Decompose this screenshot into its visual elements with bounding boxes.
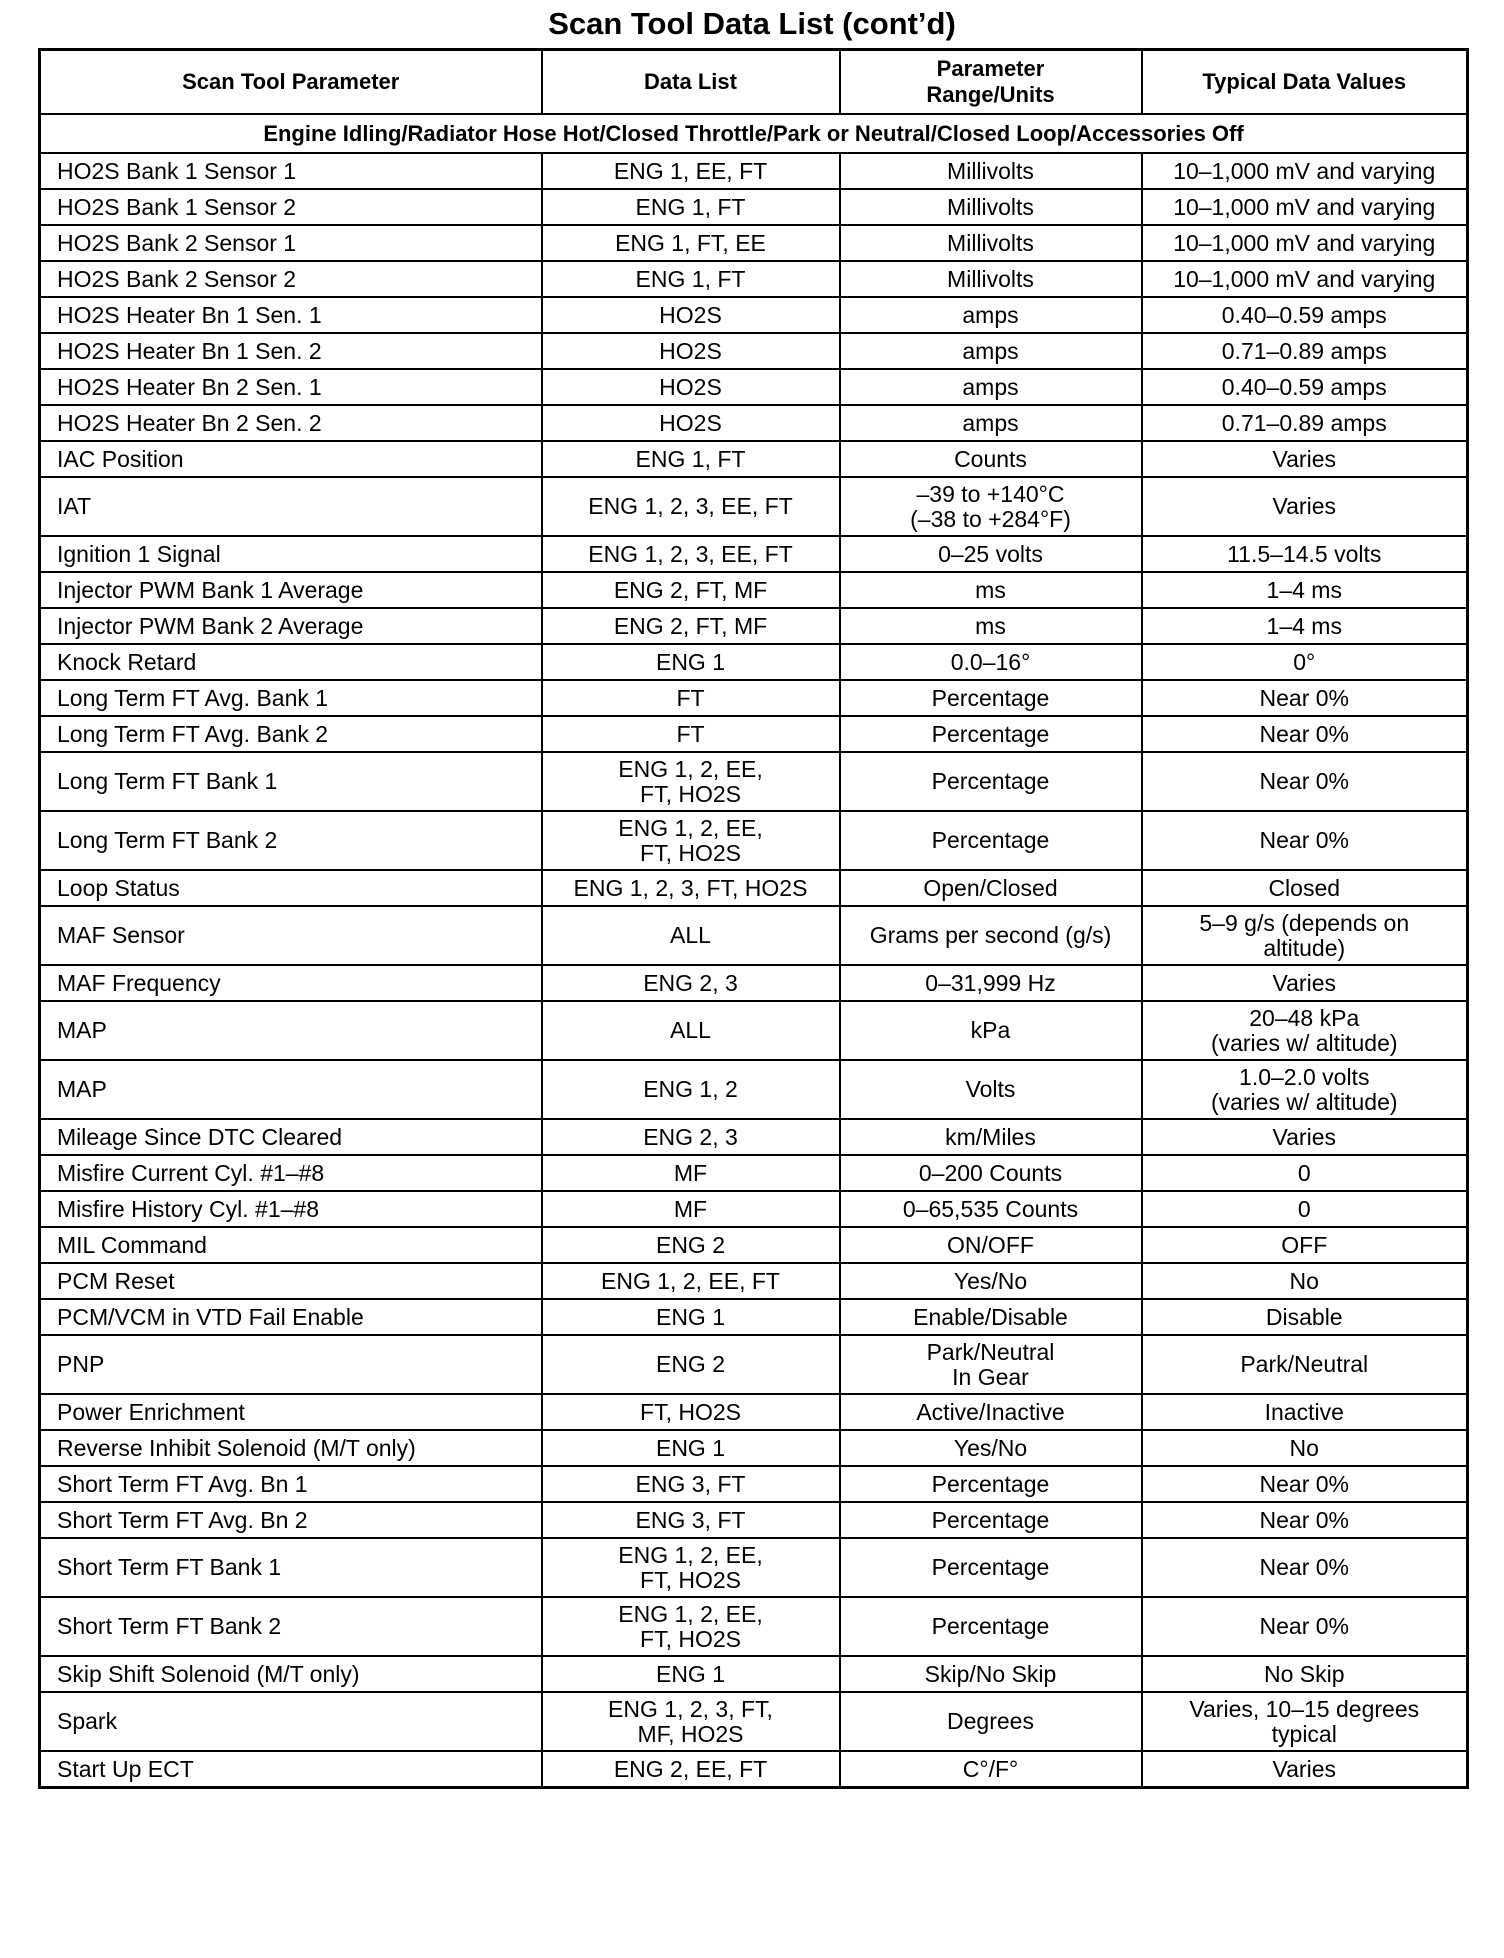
data-list-cell: ENG 2 <box>542 1335 840 1394</box>
typical-value-cell: Varies <box>1142 1751 1468 1788</box>
typical-value-cell: 10–1,000 mV and varying <box>1142 153 1468 189</box>
range-units-cell: Open/Closed <box>840 870 1142 906</box>
data-list-cell: ENG 2, EE, FT <box>542 1751 840 1788</box>
range-units-cell: Park/Neutral In Gear <box>840 1335 1142 1394</box>
table-row <box>40 1060 1468 1119</box>
table-row <box>40 965 1468 1001</box>
table-row <box>40 1597 1468 1656</box>
param-cell: PCM Reset <box>40 1263 542 1299</box>
param-cell: MAF Sensor <box>40 906 542 965</box>
param-cell: HO2S Heater Bn 2 Sen. 1 <box>40 369 542 405</box>
table-row <box>40 1263 1468 1299</box>
range-units-cell: Yes/No <box>840 1430 1142 1466</box>
table-row <box>40 297 1468 333</box>
range-units-cell: amps <box>840 297 1142 333</box>
param-cell: Skip Shift Solenoid (M/T only) <box>40 1656 542 1692</box>
param-cell: Power Enrichment <box>40 1394 542 1430</box>
data-list-cell: ENG 3, FT <box>542 1502 840 1538</box>
typical-value-cell: No <box>1142 1430 1468 1466</box>
param-cell: Injector PWM Bank 1 Average <box>40 572 542 608</box>
table-row <box>40 870 1468 906</box>
range-units-cell: Millivolts <box>840 189 1142 225</box>
data-list-cell: ENG 1, 2, EE, FT, HO2S <box>542 811 840 870</box>
data-list-cell: FT <box>542 680 840 716</box>
data-list-cell: ENG 1, 2, 3, EE, FT <box>542 536 840 572</box>
data-list-cell: MF <box>542 1155 840 1191</box>
param-cell: Long Term FT Avg. Bank 1 <box>40 680 542 716</box>
data-list-cell: FT <box>542 716 840 752</box>
param-cell: HO2S Bank 1 Sensor 2 <box>40 189 542 225</box>
data-list-cell: ENG 3, FT <box>542 1466 840 1502</box>
table-row <box>40 811 1468 870</box>
data-list-cell: ENG 1, 2, EE, FT, HO2S <box>542 1597 840 1656</box>
param-cell: MAP <box>40 1001 542 1060</box>
table-row <box>40 1751 1468 1788</box>
param-cell: Short Term FT Avg. Bn 2 <box>40 1502 542 1538</box>
param-cell: Long Term FT Bank 1 <box>40 752 542 811</box>
condition-text: Engine Idling/Radiator Hose Hot/Closed Throttle/Park or Neutral/Closed Loop/Accessories Off <box>40 114 1468 153</box>
typical-value-cell: Varies <box>1142 441 1468 477</box>
data-list-cell: HO2S <box>542 333 840 369</box>
range-units-cell: amps <box>840 333 1142 369</box>
table-row <box>40 1692 1468 1751</box>
range-units-cell: Grams per second (g/s) <box>840 906 1142 965</box>
data-list-cell: FT, HO2S <box>542 1394 840 1430</box>
data-list-cell: ENG 1, 2, 3, EE, FT <box>542 477 840 536</box>
data-list-cell: ENG 1, 2, 3, FT, HO2S <box>542 870 840 906</box>
range-units-cell: Skip/No Skip <box>840 1656 1142 1692</box>
typical-value-cell: Near 0% <box>1142 752 1468 811</box>
typical-value-cell: Near 0% <box>1142 680 1468 716</box>
data-list-cell: ENG 1, EE, FT <box>542 153 840 189</box>
param-cell: MAP <box>40 1060 542 1119</box>
param-cell: Spark <box>40 1692 542 1751</box>
table-row <box>40 261 1468 297</box>
typical-value-cell: Varies, 10–15 degrees typical <box>1142 1692 1468 1751</box>
typical-value-cell: 0 <box>1142 1191 1468 1227</box>
range-units-cell: 0–25 volts <box>840 536 1142 572</box>
range-units-cell: Percentage <box>840 1597 1142 1656</box>
typical-value-cell: 0.71–0.89 amps <box>1142 405 1468 441</box>
param-cell: MAF Frequency <box>40 965 542 1001</box>
range-units-cell: Counts <box>840 441 1142 477</box>
param-cell: Short Term FT Bank 1 <box>40 1538 542 1597</box>
param-cell: Misfire Current Cyl. #1–#8 <box>40 1155 542 1191</box>
param-cell: PNP <box>40 1335 542 1394</box>
range-units-cell: Millivolts <box>840 261 1142 297</box>
range-units-cell: ms <box>840 572 1142 608</box>
table-row <box>40 644 1468 680</box>
table-row <box>40 1430 1468 1466</box>
typical-value-cell: Near 0% <box>1142 1538 1468 1597</box>
table-row <box>40 1656 1468 1692</box>
range-units-cell: Percentage <box>840 716 1142 752</box>
scan-tool-data-table <box>38 48 1469 1789</box>
range-units-cell: ON/OFF <box>840 1227 1142 1263</box>
data-list-cell: HO2S <box>542 297 840 333</box>
range-units-cell: amps <box>840 369 1142 405</box>
param-cell: Long Term FT Bank 2 <box>40 811 542 870</box>
data-list-cell: ENG 1, 2 <box>542 1060 840 1119</box>
param-cell: Knock Retard <box>40 644 542 680</box>
range-units-cell: Volts <box>840 1060 1142 1119</box>
typical-value-cell: 0.40–0.59 amps <box>1142 369 1468 405</box>
range-units-cell: 0–200 Counts <box>840 1155 1142 1191</box>
param-cell: HO2S Bank 2 Sensor 1 <box>40 225 542 261</box>
range-units-cell: amps <box>840 405 1142 441</box>
table-row <box>40 536 1468 572</box>
table-row <box>40 752 1468 811</box>
table-row <box>40 405 1468 441</box>
table-row <box>40 1466 1468 1502</box>
header-typical-data-values: Typical Data Values <box>1142 50 1468 115</box>
table-row <box>40 1335 1468 1394</box>
table-row <box>40 225 1468 261</box>
data-list-cell: HO2S <box>542 369 840 405</box>
param-cell: Misfire History Cyl. #1–#8 <box>40 1191 542 1227</box>
data-list-cell: ENG 1 <box>542 644 840 680</box>
header-scan-tool-parameter: Scan Tool Parameter <box>40 50 542 115</box>
data-list-cell: ENG 1, FT <box>542 189 840 225</box>
typical-value-cell: Near 0% <box>1142 716 1468 752</box>
param-cell: HO2S Heater Bn 2 Sen. 2 <box>40 405 542 441</box>
param-cell: Long Term FT Avg. Bank 2 <box>40 716 542 752</box>
range-units-cell: Millivolts <box>840 153 1142 189</box>
data-list-cell: ENG 1, FT, EE <box>542 225 840 261</box>
range-units-cell: Active/Inactive <box>840 1394 1142 1430</box>
range-units-cell: Percentage <box>840 1538 1142 1597</box>
page-title: Scan Tool Data List (cont’d) <box>548 6 956 41</box>
table-row <box>40 1155 1468 1191</box>
typical-value-cell: Park/Neutral <box>1142 1335 1468 1394</box>
header-parameter-range-units: Parameter Range/Units <box>840 50 1142 115</box>
data-list-cell: ENG 1, FT <box>542 441 840 477</box>
range-units-cell: Percentage <box>840 1466 1142 1502</box>
range-units-cell: Percentage <box>840 1502 1142 1538</box>
param-cell: IAC Position <box>40 441 542 477</box>
param-cell: Short Term FT Bank 2 <box>40 1597 542 1656</box>
range-units-cell: C°/F° <box>840 1751 1142 1788</box>
table-row <box>40 572 1468 608</box>
typical-value-cell: 1–4 ms <box>1142 572 1468 608</box>
data-list-cell: ENG 1, 2, EE, FT, HO2S <box>542 1538 840 1597</box>
typical-value-cell: Varies <box>1142 965 1468 1001</box>
typical-value-cell: Disable <box>1142 1299 1468 1335</box>
param-cell: Start Up ECT <box>40 1751 542 1788</box>
data-list-cell: ENG 2, FT, MF <box>542 608 840 644</box>
range-units-cell: kPa <box>840 1001 1142 1060</box>
typical-value-cell: 0° <box>1142 644 1468 680</box>
data-list-cell: MF <box>542 1191 840 1227</box>
range-units-cell: –39 to +140°C (–38 to +284°F) <box>840 477 1142 536</box>
param-cell: PCM/VCM in VTD Fail Enable <box>40 1299 542 1335</box>
table-row <box>40 716 1468 752</box>
param-cell: HO2S Heater Bn 1 Sen. 1 <box>40 297 542 333</box>
param-cell: Ignition 1 Signal <box>40 536 542 572</box>
table-row <box>40 1227 1468 1263</box>
typical-value-cell: 0.40–0.59 amps <box>1142 297 1468 333</box>
typical-value-cell: 0 <box>1142 1155 1468 1191</box>
range-units-cell: 0–31,999 Hz <box>840 965 1142 1001</box>
typical-value-cell: 11.5–14.5 volts <box>1142 536 1468 572</box>
data-list-cell: ALL <box>542 1001 840 1060</box>
table-row <box>40 906 1468 965</box>
table-row <box>40 189 1468 225</box>
data-list-cell: ENG 1 <box>542 1299 840 1335</box>
range-units-cell: 0–65,535 Counts <box>840 1191 1142 1227</box>
table-row <box>40 1001 1468 1060</box>
data-list-cell: ENG 1, FT <box>542 261 840 297</box>
typical-value-cell: Near 0% <box>1142 1466 1468 1502</box>
typical-value-cell: 1.0–2.0 volts (varies w/ altitude) <box>1142 1060 1468 1119</box>
param-cell: IAT <box>40 477 542 536</box>
table-row <box>40 1119 1468 1155</box>
table-row <box>40 608 1468 644</box>
table-row <box>40 441 1468 477</box>
range-units-cell: 0.0–16° <box>840 644 1142 680</box>
header-data-list: Data List <box>542 50 840 115</box>
typical-value-cell: 5–9 g/s (depends on altitude) <box>1142 906 1468 965</box>
param-cell: HO2S Bank 2 Sensor 2 <box>40 261 542 297</box>
table-row <box>40 1299 1468 1335</box>
typical-value-cell: 10–1,000 mV and varying <box>1142 225 1468 261</box>
typical-value-cell: 1–4 ms <box>1142 608 1468 644</box>
typical-value-cell: 0.71–0.89 amps <box>1142 333 1468 369</box>
param-cell: Mileage Since DTC Cleared <box>40 1119 542 1155</box>
typical-value-cell: Near 0% <box>1142 1502 1468 1538</box>
data-list-cell: ENG 2, 3 <box>542 965 840 1001</box>
data-list-cell: ENG 1 <box>542 1656 840 1692</box>
param-cell: Injector PWM Bank 2 Average <box>40 608 542 644</box>
data-list-cell: ENG 2 <box>542 1227 840 1263</box>
table-row <box>40 477 1468 536</box>
data-list-cell: ENG 1, 2, EE, FT, HO2S <box>542 752 840 811</box>
typical-value-cell: Near 0% <box>1142 1597 1468 1656</box>
typical-value-cell: Closed <box>1142 870 1468 906</box>
table-row <box>40 1502 1468 1538</box>
range-units-cell: ms <box>840 608 1142 644</box>
typical-value-cell: 10–1,000 mV and varying <box>1142 261 1468 297</box>
data-list-cell: ENG 1, 2, 3, FT, MF, HO2S <box>542 1692 840 1751</box>
range-units-cell: Degrees <box>840 1692 1142 1751</box>
typical-value-cell: 20–48 kPa (varies w/ altitude) <box>1142 1001 1468 1060</box>
param-cell: Reverse Inhibit Solenoid (M/T only) <box>40 1430 542 1466</box>
condition-row <box>40 114 1468 153</box>
table-row <box>40 1191 1468 1227</box>
table-row <box>40 1394 1468 1430</box>
range-units-cell: km/Miles <box>840 1119 1142 1155</box>
data-list-cell: ALL <box>542 906 840 965</box>
param-cell: Loop Status <box>40 870 542 906</box>
range-units-cell: Millivolts <box>840 225 1142 261</box>
table-row <box>40 153 1468 189</box>
typical-value-cell: Varies <box>1142 477 1468 536</box>
table-row <box>40 1538 1468 1597</box>
data-list-cell: HO2S <box>542 405 840 441</box>
range-units-cell: Percentage <box>840 752 1142 811</box>
typical-value-cell: No Skip <box>1142 1656 1468 1692</box>
typical-value-cell: Inactive <box>1142 1394 1468 1430</box>
param-cell: Short Term FT Avg. Bn 1 <box>40 1466 542 1502</box>
data-list-cell: ENG 1 <box>542 1430 840 1466</box>
typical-value-cell: Near 0% <box>1142 811 1468 870</box>
range-units-cell: Enable/Disable <box>840 1299 1142 1335</box>
param-cell: MIL Command <box>40 1227 542 1263</box>
typical-value-cell: No <box>1142 1263 1468 1299</box>
table-row <box>40 369 1468 405</box>
data-list-cell: ENG 2, 3 <box>542 1119 840 1155</box>
range-units-cell: Percentage <box>840 680 1142 716</box>
typical-value-cell: 10–1,000 mV and varying <box>1142 189 1468 225</box>
range-units-cell: Percentage <box>840 811 1142 870</box>
param-cell: HO2S Bank 1 Sensor 1 <box>40 153 542 189</box>
data-list-cell: ENG 1, 2, EE, FT <box>542 1263 840 1299</box>
table-header-row <box>40 50 1468 115</box>
typical-value-cell: Varies <box>1142 1119 1468 1155</box>
param-cell: HO2S Heater Bn 1 Sen. 2 <box>40 333 542 369</box>
range-units-cell: Yes/No <box>840 1263 1142 1299</box>
table-row <box>40 333 1468 369</box>
table-row <box>40 680 1468 716</box>
data-list-cell: ENG 2, FT, MF <box>542 572 840 608</box>
typical-value-cell: OFF <box>1142 1227 1468 1263</box>
